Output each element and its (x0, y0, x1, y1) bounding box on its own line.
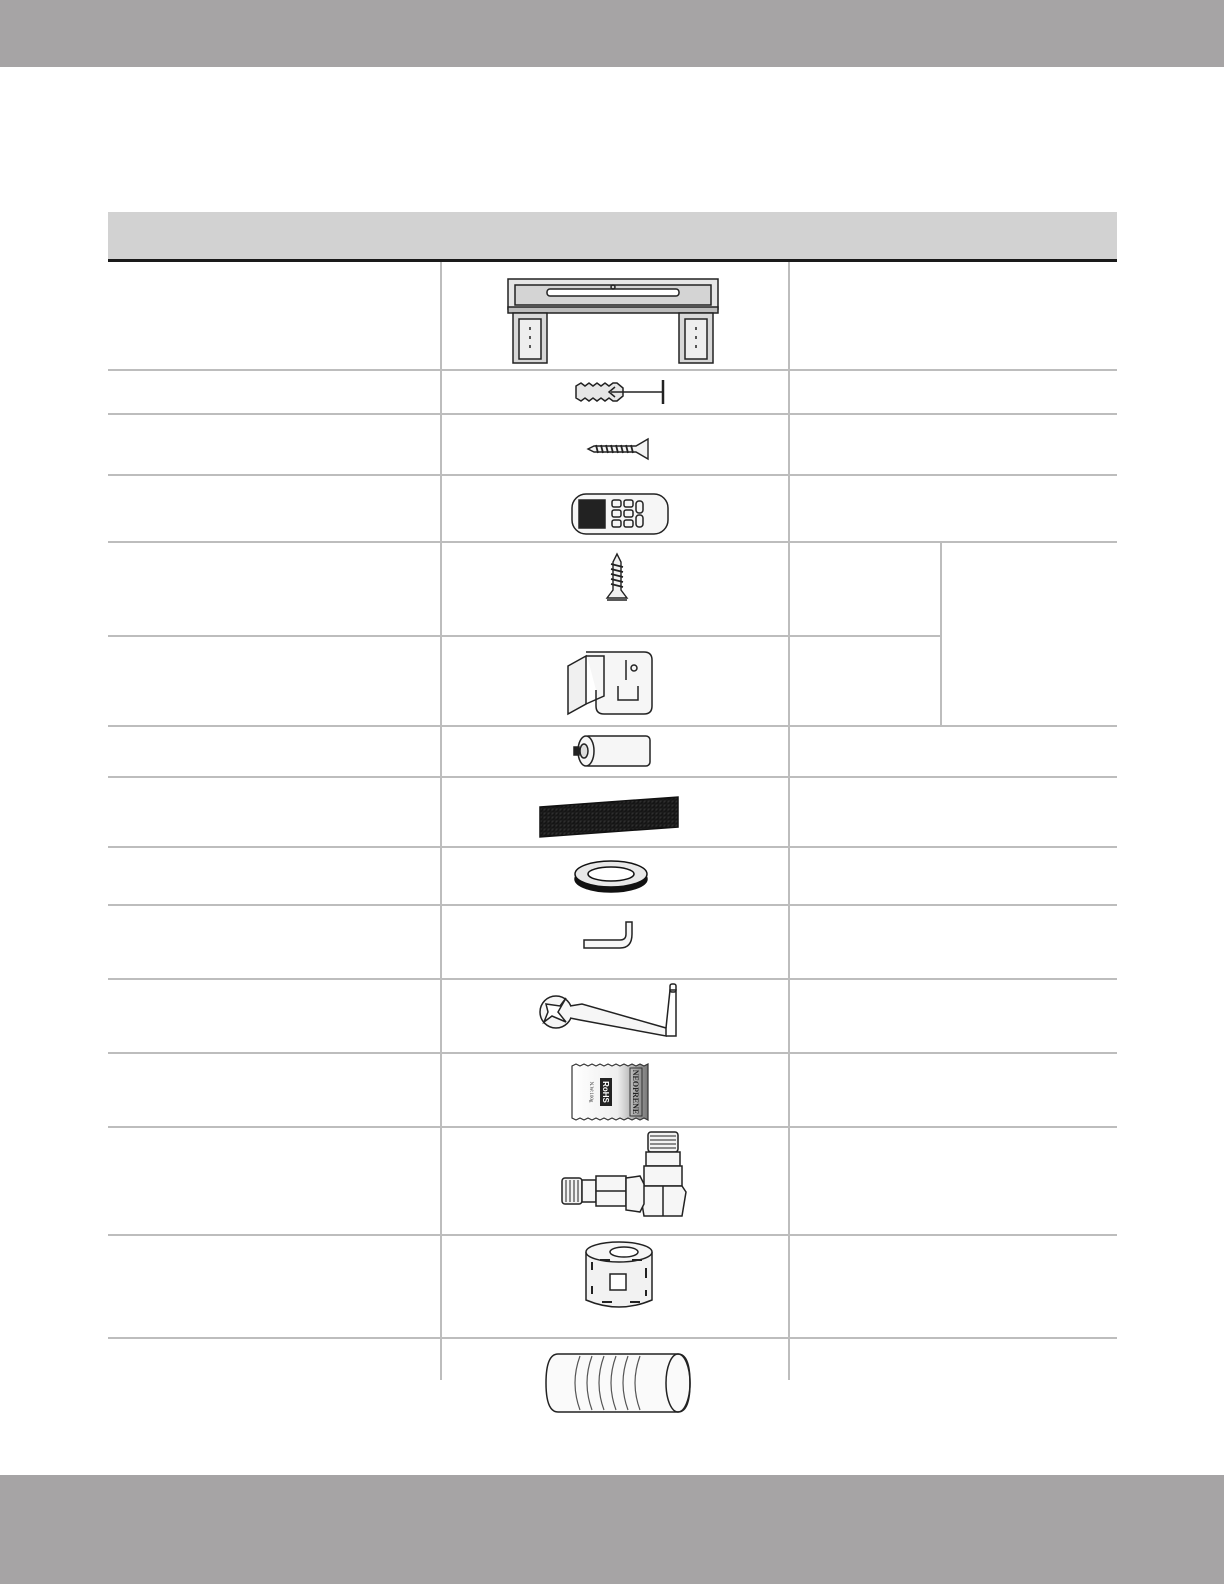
magnetic-ring-icon (582, 1238, 656, 1312)
sealant-weight-text (588, 1082, 593, 1103)
row-divider (108, 474, 1117, 476)
column-divider (788, 262, 790, 1380)
bottom-band (0, 1475, 1224, 1584)
wall-anchor-icon (573, 378, 673, 406)
air-filter-icon (538, 795, 680, 839)
protective-sleeve-icon (544, 1352, 692, 1414)
remote-controller-icon (570, 492, 670, 536)
column-divider (440, 262, 442, 1380)
column-divider (940, 541, 942, 725)
row-divider (108, 413, 1117, 415)
mounting-screw-icon (586, 437, 650, 461)
pipe-adapter-icon (560, 1130, 700, 1226)
row-divider (108, 1337, 1117, 1339)
row-divider (108, 1234, 1117, 1236)
drain-joint-icon (536, 984, 694, 1046)
row-divider (108, 1052, 1117, 1054)
row-divider (108, 541, 1117, 543)
svg-text:RoHS: RoHS (601, 1081, 610, 1103)
seal-ring-icon (573, 858, 649, 894)
battery-icon (574, 734, 654, 768)
svg-text:N.W:100g: N.W:100g (588, 1081, 593, 1103)
row-divider (108, 369, 1117, 371)
top-band (0, 0, 1224, 67)
mounting-plate-icon (507, 277, 719, 367)
allen-wrench-icon (580, 920, 640, 952)
row-divider (108, 904, 1117, 906)
svg-text:NEOPRENE: NEOPRENE (631, 1069, 640, 1115)
sealant-badge-text (601, 1081, 610, 1103)
remote-holder-icon (564, 646, 660, 718)
remote-holder-screw-icon (605, 552, 629, 604)
row-divider (108, 635, 940, 637)
row-divider (108, 776, 1117, 778)
row-divider (108, 725, 1117, 727)
sealant-brand-text (631, 1070, 640, 1114)
row-divider (108, 978, 1117, 980)
table-header (108, 212, 1117, 262)
sealant-packet-icon (570, 1062, 650, 1122)
row-divider (108, 1126, 1117, 1128)
row-divider (108, 846, 1117, 848)
